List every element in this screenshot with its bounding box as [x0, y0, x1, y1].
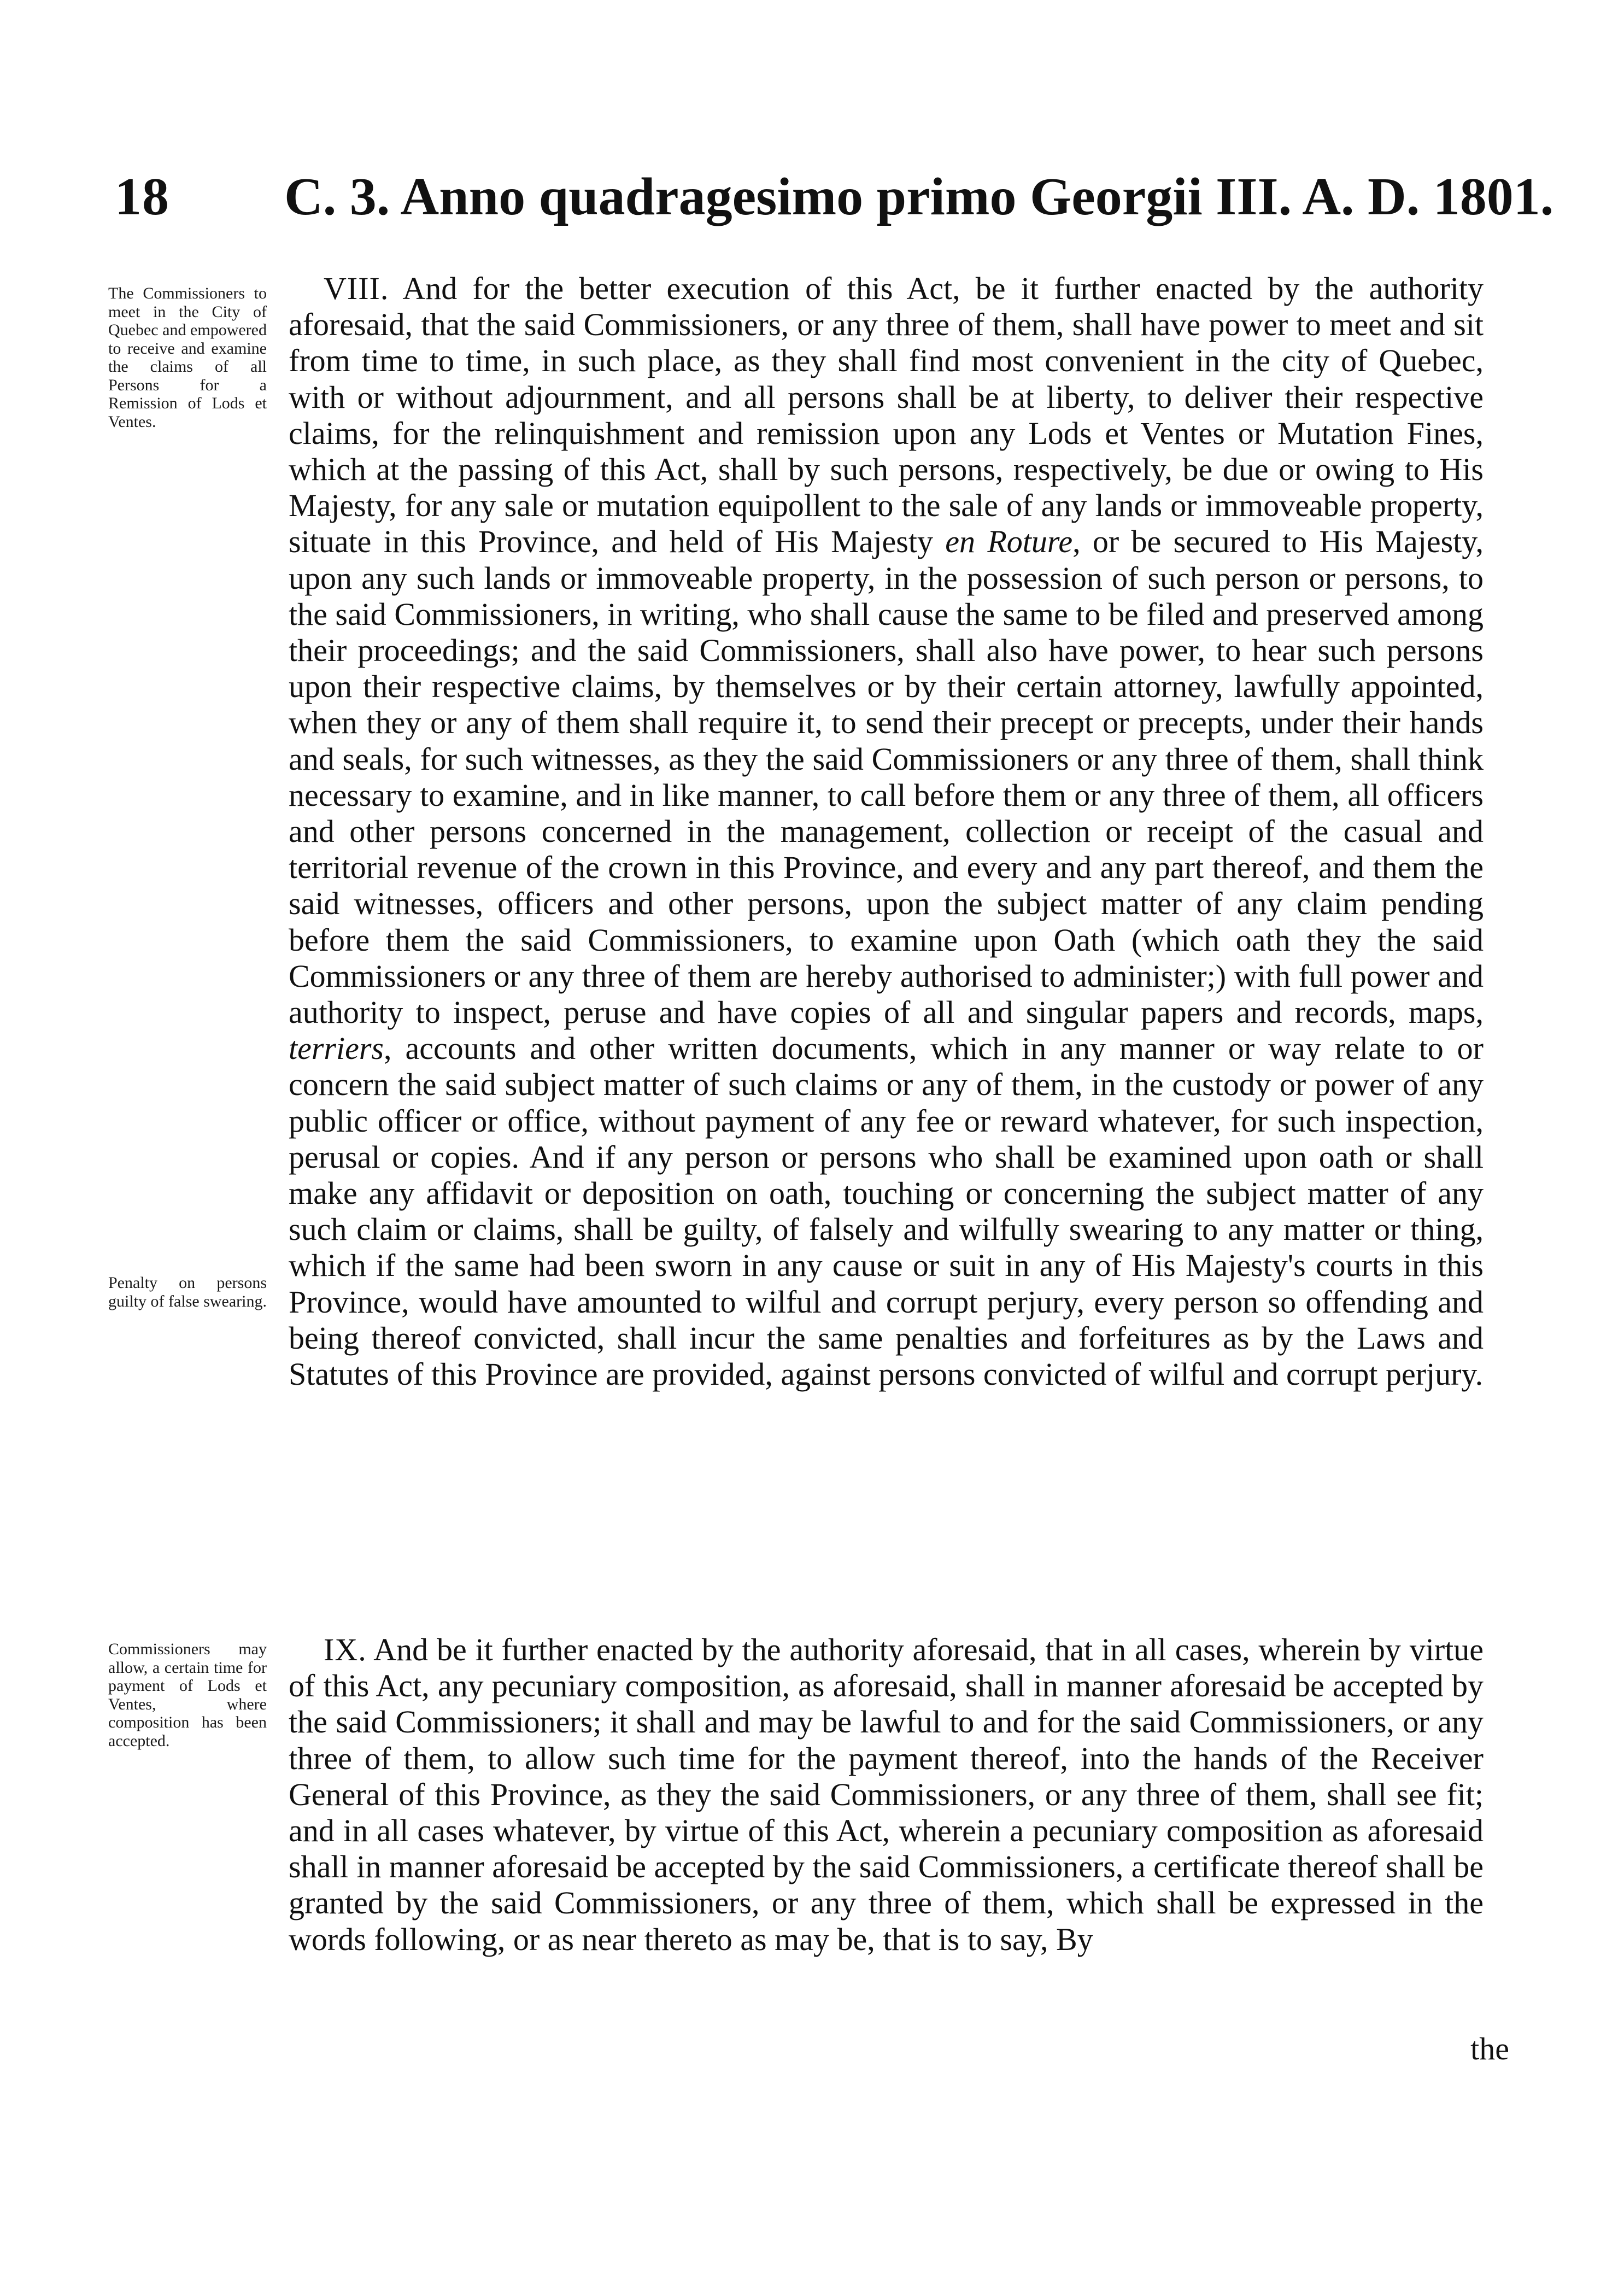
page-number: 18 — [115, 167, 169, 226]
italic-term: en Roture — [945, 524, 1073, 560]
margin-note-penalty — [108, 1274, 267, 1310]
running-header — [0, 164, 1624, 230]
section-text: , or be secured to His Majesty, upon any such lands or immoveable property, in the possession of such person or persons, to the said Commissioners, in writing, who shall cause the same to be filed and preserved among their proceedings; and the said Commissioners, shall also have power, to hear such persons upon their respective claims, by themselves or by their certain attorney, lawfully appointed, when they or any of them shall require it, to send their precept or precepts, under their hands and seals, for such witnesses, as they the said Commissioners or any three of them, shall think necessary to examine, and in like manner, to call before them or any three of them, all officers and other persons concerned in the management, collection or receipt of the casual and territorial revenue of the crown in this Province, and every and any part thereof, and them the said witnesses, officers and other persons, upon the subject matter of any claim pending before them the said Commissioners, to examine upon Oath (which oath they the said Commissioners or any three of them are hereby authorised to administer;) with full power and authority to inspect, peruse and have copies of all and singular papers and records, maps, — [289, 524, 1484, 1030]
margin-note-text: Penalty on persons guilty of false swearing. — [108, 1274, 267, 1310]
margin-note-text: Commissioners may allow, a certain time for payment of Lods et Ventes, where composition has been accepted. — [108, 1640, 267, 1750]
italic-term: terriers — [289, 1030, 384, 1067]
section-number: IX. — [324, 1632, 367, 1667]
section-ix-paragraph — [289, 1632, 1484, 1958]
section-number: VIII. — [324, 271, 389, 306]
section-viii-paragraph — [289, 271, 1484, 1392]
running-title: C. 3. Anno quadragesimo primo Georgii III. A. D. 1801. — [284, 167, 1554, 226]
section-text: And be it further enacted by the authority aforesaid, that in all cases, wherein by virtue of this Act, any pecuniary composition, as aforesaid, shall in manner aforesaid be accepted by the said Commissioners; it shall and may be lawful to and for the said Commissioners, or any three of them, to allow such time for the payment thereof, into the hands of the Receiver General of this Province, as they the said Commissioners, or any three of them, shall see fit; and in all cases whatever, by virtue of this Act, wherein a pecuniary composition as aforesaid shall in manner aforesaid be accepted by the said Commissioners, a certificate thereof shall be granted by the said Commissioners, or any three of them, which shall be expressed in the words following, or as near thereto as may be, that is to say, By — [289, 1632, 1484, 1957]
margin-note-commissioners-meet — [108, 284, 267, 431]
section-text: And for the better execution of this Act, be it further enacted by the authority aforesaid, that the said Commissioners, or any three of them, shall have power to meet and sit from time to time, in such place, as they shall find most convenient in the city of Quebec, with or without adjournment, and all persons shall be at liberty, to deliver their respective claims, for the relinquishment and remission upon any Lods et Ventes or Mutation Fines, which at the passing of this Act, shall by such persons, respectively, be due or owing to His Majesty, for any sale or mutation equipollent to the sale of any lands or immoveable property, situate in this Province, and held of His Majesty — [289, 271, 1484, 560]
section-text: , accounts and other written documents, which in any manner or way relate to or concern the said subject matter of such claims or any of them, in the custody or power of any public officer or office, without payment of any fee or reward whatever, for such inspection, perusal or copies. And if any person or persons who shall be examined upon oath or shall make any affidavit or deposition on oath, touching or concerning the subject matter of any such claim or claims, shall be guilty, of falsely and wilfully swearing to any matter or thing, which if the same had been sworn in any cause or suit in any of His Majesty's courts in this Province, would have amounted to wilful and corrupt perjury, every person so offending and being thereof convicted, shall incur the same penalties and forfeitures as by the Laws and Statutes of this Province are provided, against persons convicted of wilful and corrupt perjury. — [289, 1030, 1484, 1392]
catchword: the — [1470, 2031, 1509, 2066]
margin-note-time-for-payment — [108, 1640, 267, 1750]
margin-note-text: The Commissioners to meet in the City of Quebec and empowered to receive and examine the claims of all Persons for a Remission of Lods et Ventes. — [108, 284, 267, 431]
